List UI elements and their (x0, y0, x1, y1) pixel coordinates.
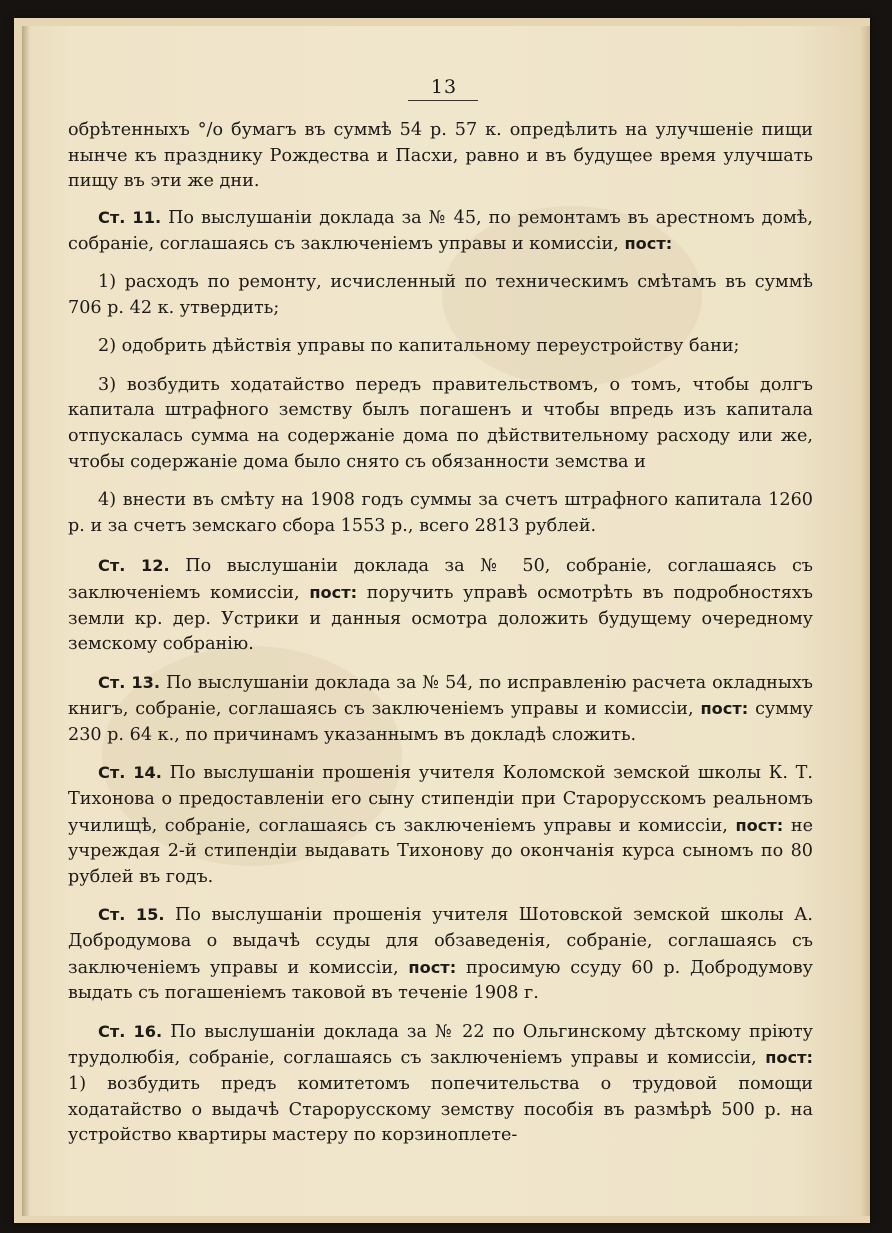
resolution-marker: пост: (765, 1048, 814, 1068)
article-label: Ст. 14. (98, 763, 162, 783)
article-resolution: не учреждая 2-й стипендіи выдавать Тихонову до окончанія курса сыномъ по 80 рублей въ годъ. (68, 815, 814, 887)
article-resolution: 1) возбудить предъ комитетомъ попечительства о трудовой помощи ходатайство о выдачѣ Старорусскому земству пособія въ размѣрѣ 500 р. на устройство квартиры мастеру по корзиноплете- (68, 1074, 813, 1146)
page-right-shadow (860, 26, 870, 1216)
article-resolution: просимую ссуду 60 р. Добродумову выдать съ погашеніемъ таковой въ теченіе 1908 г. (68, 957, 814, 1004)
article-text: По выслушаніи доклада за № 22 по Ольгинскому дѣтскому пріюту трудолюбія, собраніе, соглашаясь съ заключеніемъ управы и комиссіи, (68, 1021, 813, 1069)
article-resolution: сумму 230 р. 64 к., по причинамъ указаннымъ въ докладѣ сложить. (68, 699, 813, 745)
page-number-underline (408, 100, 478, 101)
article-label: Ст. 13. (98, 672, 161, 692)
article-11-items (68, 270, 813, 539)
article-14 (68, 760, 813, 890)
article-label: Ст. 12. (98, 556, 170, 576)
page-body (68, 118, 813, 1161)
page-number: 13 (430, 76, 458, 98)
list-item: 3) возбудить ходатайство передъ правительствомъ, о томъ, чтобы долгъ капитала штрафного земству былъ погашенъ и чтобы впредь изъ капитала отпускалась сумма на содержаніе дома по дѣйствительному расходу или же, чтобы содержаніе дома было снято съ обязанности земства и (68, 374, 813, 472)
article-text: По выслушаніи доклада за № 54, по исправленію расчета окладныхъ книгъ, собраніе, соглашаясь съ заключеніемъ управы и комиссіи, (68, 672, 814, 720)
article-label: Ст. 11. (98, 207, 162, 227)
resolution-marker: пост: (700, 699, 749, 719)
resolution-marker: пост: (408, 957, 457, 977)
article-text: По выслушаніи доклада за № 50, собраніе, соглашаясь съ заключеніемъ комиссіи, (68, 556, 813, 603)
list-item: 4) внести въ смѣту на 1908 годъ суммы за счетъ штрафного капитала 1260 р. и за счетъ земскаго сбора 1553 р., всего 2813 рублей. (68, 490, 813, 536)
article-text: По выслушаніи прошенія учителя Коломской земской школы К. Т. Тихонова о предоставленіи его сыну стипендіи при Старорусскомъ реальномъ училищѣ, собраніе, соглашаясь съ заключеніемъ управы и комиссіи, (68, 763, 813, 836)
article-11 (68, 205, 813, 258)
binding-gutter-shadow (22, 26, 30, 1216)
article-12 (68, 553, 813, 657)
article-label: Ст. 16. (98, 1021, 163, 1041)
article-resolution: поручить управѣ осмотрѣть въ подробностяхъ земли кр. дер. Устрики и данныя осмотра доложить будущему очередному земскому собранію. (68, 582, 814, 655)
article-13 (68, 670, 813, 749)
list-item: 2) одобрить дѣйствія управы по капитальному переустройству бани; (98, 336, 740, 357)
article-text: По выслушаніи доклада за № 45, по ремонтамъ въ арестномъ домѣ, собраніе, соглашаясь съ заключеніемъ управы и комиссіи, (68, 207, 813, 255)
resolution-marker: пост: (624, 234, 673, 254)
article-text: По выслушаніи прошенія учителя Шотовской земской школы А. Добродумова о выдачѣ ссуды для обзаведенія, собраніе, соглашаясь съ заключеніемъ управы и комиссіи, (68, 905, 814, 978)
intro-paragraph: обрѣтенныхъ °/о бумагъ въ суммѣ 54 р. 57 к. опредѣлить на улучшеніе пищи нынче къ празднику Рождества и Пасхи, равно и въ будущее время улучшать пищу въ эти же дни. (68, 120, 813, 192)
article-15 (68, 902, 813, 1006)
resolution-marker: пост: (735, 815, 784, 835)
article-label: Ст. 15. (98, 905, 165, 925)
document-page (22, 26, 860, 1216)
list-item: 1) расходъ по ремонту, исчисленный по техническимъ смѣтамъ въ суммѣ 706 р. 42 к. утвердить; (68, 271, 813, 318)
article-16 (68, 1019, 813, 1149)
resolution-marker: пост: (309, 582, 358, 602)
